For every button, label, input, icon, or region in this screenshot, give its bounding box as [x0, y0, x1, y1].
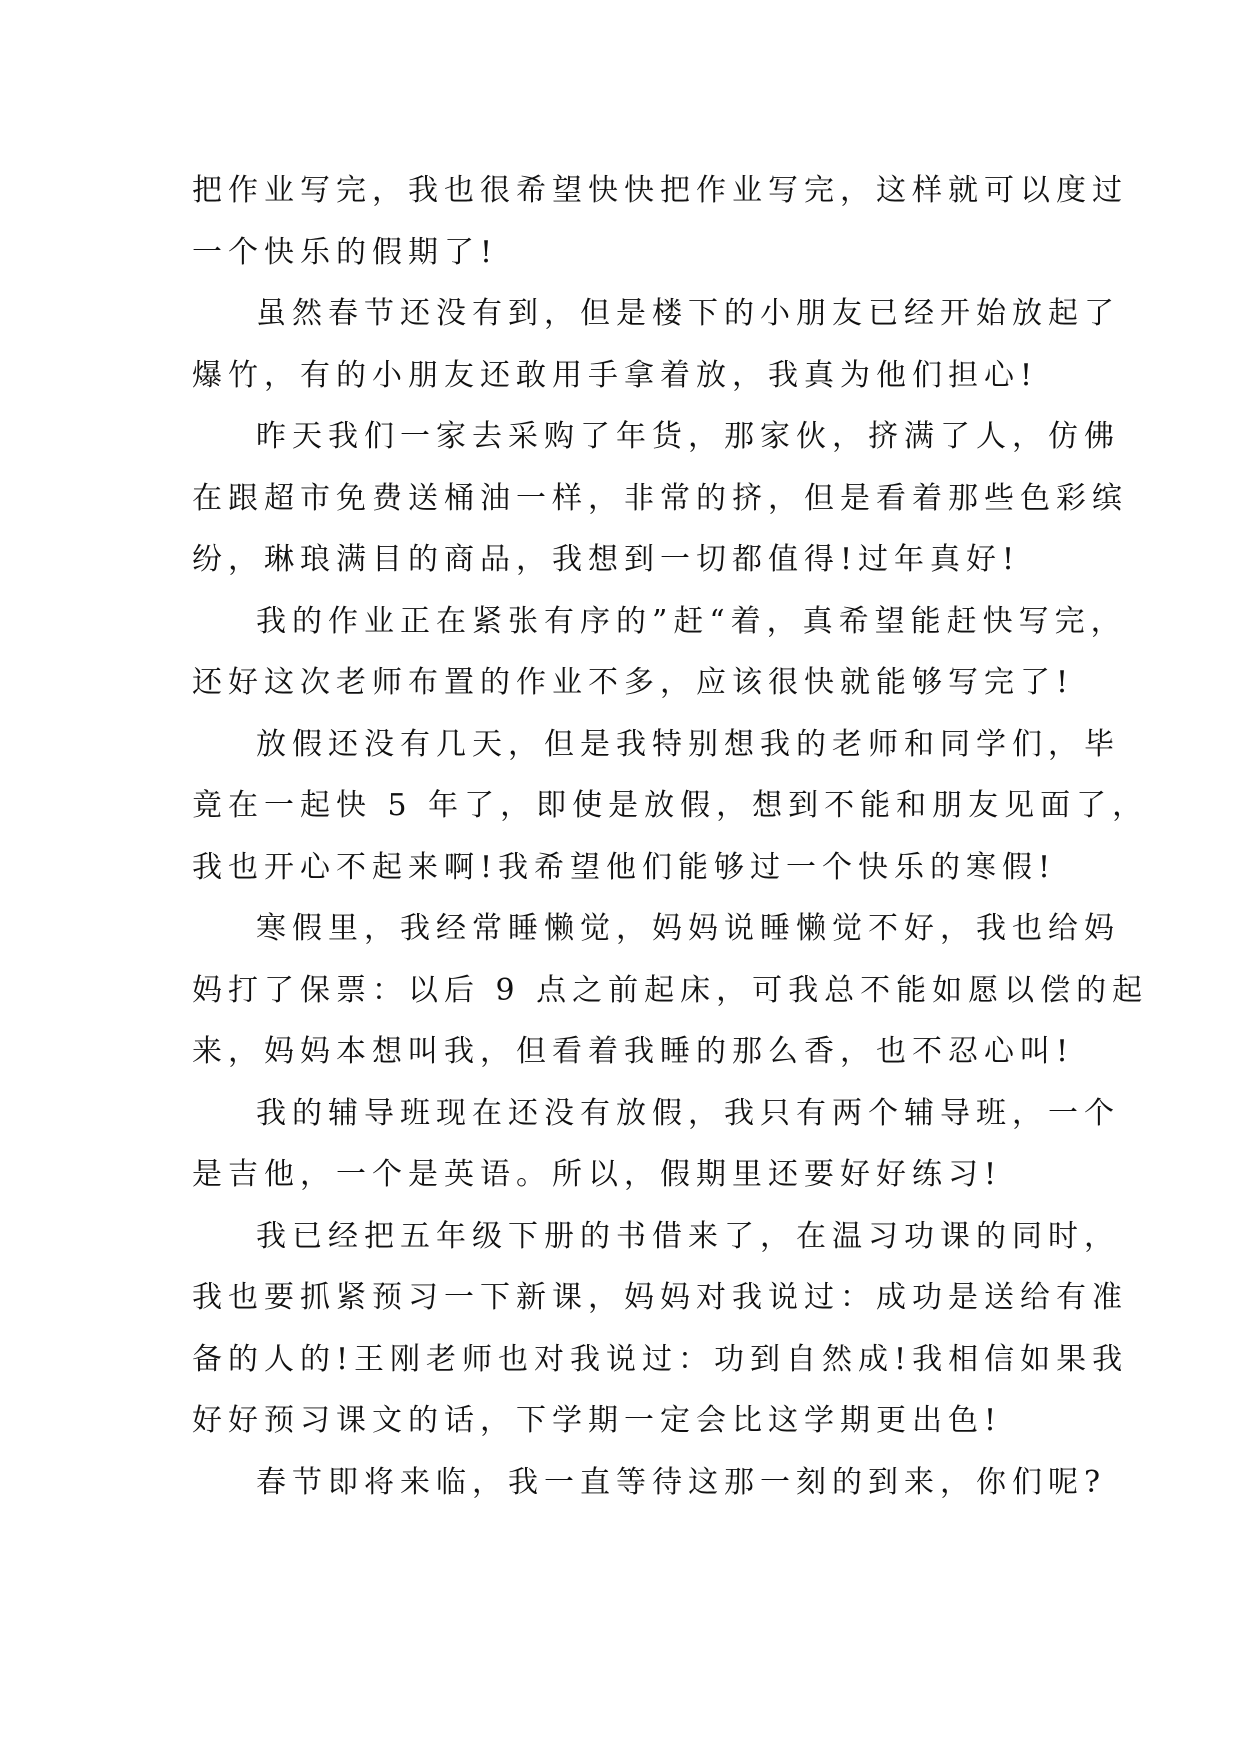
paragraph-start-line: 寒假里，我经常睡懒觉，妈妈说睡懒觉不好，我也给妈: [256, 911, 1120, 946]
paragraph-start-line: 昨天我们一家去采购了年货，那家伙，挤满了人，仿佛: [256, 419, 1120, 454]
paragraph-start-line: 我已经把五年级下册的书借来了，在温习功课的同时，: [256, 1218, 1120, 1254]
text-line: 把作业写完，我也很希望快快把作业写完，这样就可以度过: [192, 173, 1128, 208]
text-line: 在跟超市免费送桶油一样，非常的挤，但是看着那些色彩缤: [192, 480, 1128, 516]
text-line: 妈打了保票：以后 9 点之前起床，可我总不能如愿以偿的起: [192, 972, 1149, 1008]
text-line: 还好这次老师布置的作业不多，应该很快就能够写完了!: [192, 665, 1075, 700]
paragraph-start-line: 我的作业正在紧张有序的”赶“着，真希望能赶快写完，: [256, 603, 1127, 639]
paragraph-start-line: 虽然春节还没有到，但是楼下的小朋友已经开始放起了: [256, 296, 1120, 331]
document-body: [192, 160, 1149, 1513]
text-line: 竟在一起快 5 年了，即使是放假，想到不能和朋友见面了，: [192, 788, 1149, 823]
paragraph-start-line: 我的辅导班现在还没有放假，我只有两个辅导班，一个: [256, 1095, 1120, 1131]
text-line: 备的人的!王刚老师也对我说过：功到自然成!我相信如果我: [192, 1341, 1129, 1377]
text-line: 我也开心不起来啊!我希望他们能够过一个快乐的寒假!: [192, 849, 1057, 885]
text-line: 我也要抓紧预习一下新课，妈妈对我说过：成功是送给有准: [192, 1280, 1128, 1315]
paragraph-start-line: 春节即将来临，我一直等待这那一刻的到来，你们呢?: [256, 1464, 1107, 1500]
text-line: 来，妈妈本想叫我，但看着我睡的那么香，也不忍心叫!: [192, 1034, 1075, 1069]
paragraph-start-line: 放假还没有几天，但是我特别想我的老师和同学们，毕: [256, 726, 1120, 762]
text-line: 一个快乐的假期了!: [192, 234, 499, 270]
text-line: 好好预习课文的话，下学期一定会比这学期更出色!: [192, 1403, 1003, 1438]
text-line: 是吉他，一个是英语。所以，假期里还要好好练习!: [192, 1157, 1003, 1192]
text-line: 纷，琳琅满目的商品，我想到一切都值得!过年真好!: [192, 542, 1021, 577]
text-line: 爆竹，有的小朋友还敢用手拿着放，我真为他们担心!: [192, 357, 1039, 393]
